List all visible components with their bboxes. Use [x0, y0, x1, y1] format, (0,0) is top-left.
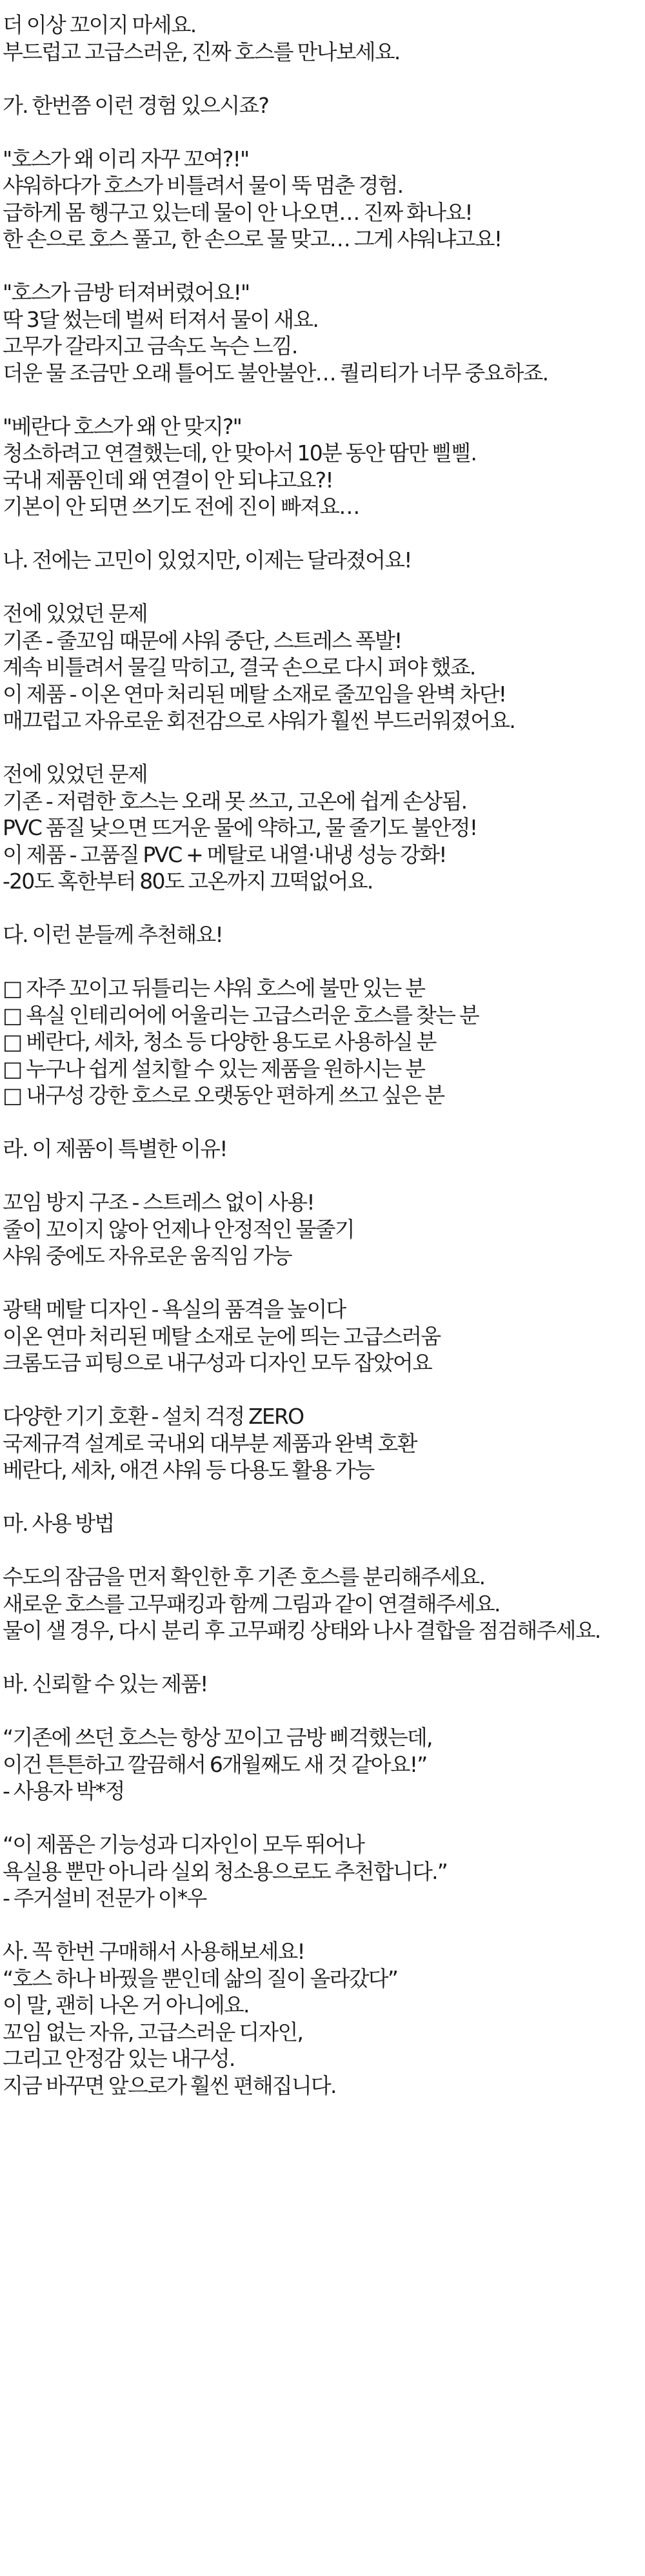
text-line: 새로운 호스를 고무패킹과 함께 그림과 같이 연결해주세요.: [3, 1591, 500, 1617]
text-line: - 주거설비 전문가 이*우: [3, 1885, 206, 1911]
text-line: "호스가 왜 이리 자꾸 꼬여?!": [3, 146, 249, 172]
text-line: 욕실용 뿐만 아니라 실외 청소용으로도 추천합니다.”: [3, 1858, 448, 1884]
blank-line: [3, 1270, 641, 1297]
text-line: 이 제품 - 이온 연마 처리된 메탈 소재로 줄꼬임을 완벽 차단!: [3, 681, 506, 707]
blank-line: [3, 734, 641, 762]
text-line: 사. 꼭 한번 구매해서 사용해보세요!: [3, 1939, 304, 1964]
text-line: PVC 품질 낮으면 뜨거운 물에 약하고, 물 줄기도 불안정!: [3, 815, 477, 840]
text-line: □ 욕실 인테리어에 어울리는 고급스러운 호스를 찾는 분: [3, 1002, 479, 1028]
text-line: 고무가 갈라지고 금속도 녹슨 느낌.: [3, 333, 297, 359]
text-line: 다. 이런 분들께 추천해요!: [3, 922, 223, 947]
blank-line: [3, 1109, 641, 1136]
text-line: 부드럽고 고급스러운, 진짜 호스를 만나보세요.: [3, 39, 400, 64]
text-line: 꼬임 방지 구조 - 스트레스 없이 사용!: [3, 1190, 314, 1215]
blank-line: [3, 1537, 641, 1564]
text-line: 바. 신뢰할 수 있는 제품!: [3, 1671, 208, 1696]
blank-line: [3, 65, 641, 92]
blank-line: [3, 386, 641, 413]
text-line: -20도 혹한부터 80도 고온까지 끄떡없어요.: [3, 869, 373, 894]
text-line: 베란다, 세차, 애견 샤워 등 다용도 활용 가능: [3, 1457, 374, 1482]
text-line: 매끄럽고 자유로운 회전감으로 샤워가 훨씬 부드러워졌어요.: [3, 708, 515, 733]
text-line: 청소하려고 연결했는데, 안 맞아서 10분 동안 땀만 삘삘.: [3, 440, 477, 466]
text-line: 크롬도금 피팅으로 내구성과 디자인 모두 잡았어요: [3, 1350, 432, 1375]
text-line: 이건 튼튼하고 깔끔해서 6개월째도 새 것 같아요!”: [3, 1751, 427, 1777]
text-line: 기존 - 줄꼬임 때문에 샤워 중단, 스트레스 폭발!: [3, 627, 402, 653]
text-line: 전에 있었던 문제: [3, 762, 147, 787]
blank-line: [3, 949, 641, 976]
text-line: 더 이상 꼬이지 마세요.: [3, 12, 196, 37]
text-line: 급하게 몸 헹구고 있는데 물이 안 나오면… 진짜 화나요!: [3, 199, 472, 225]
text-line: □ 자주 꼬이고 뒤틀리는 샤워 호스에 불만 있는 분: [3, 976, 425, 1001]
text-line: 이온 연마 처리된 메탈 소재로 눈에 띄는 고급스러움: [3, 1323, 441, 1349]
text-line: "베란다 호스가 왜 안 맞지?": [3, 413, 242, 439]
blank-line: [3, 1805, 641, 1832]
text-line: 전에 있었던 문제: [3, 601, 147, 626]
text-line: 샤워 중에도 자유로운 움직임 가능: [3, 1243, 292, 1268]
text-line: □ 베란다, 세차, 청소 등 다양한 용도로 사용하실 분: [3, 1029, 436, 1054]
blank-line: [3, 574, 641, 601]
text-line: 광택 메탈 디자인 - 욕실의 품격을 높이다: [3, 1297, 346, 1322]
text-line: “기존에 쓰던 호스는 항상 꼬이고 금방 삐걱했는데,: [3, 1725, 432, 1750]
blank-line: [3, 520, 641, 547]
blank-line: [3, 1377, 641, 1404]
text-line: 라. 이 제품이 특별한 이유!: [3, 1136, 227, 1161]
text-line: □ 누구나 쉽게 설치할 수 있는 제품을 원하시는 분: [3, 1056, 425, 1081]
text-line: 국내 제품인데 왜 연결이 안 되냐고요?!: [3, 467, 333, 493]
blank-line: [3, 1644, 641, 1671]
blank-line: [3, 1163, 641, 1190]
text-line: 계속 비틀려서 물길 막히고, 결국 손으로 다시 펴야 했죠.: [3, 654, 475, 680]
text-line: 줄이 꼬이지 않아 언제나 안정적인 물줄기: [3, 1216, 354, 1242]
text-line: 기본이 안 되면 쓰기도 전에 진이 빠져요…: [3, 494, 359, 519]
text-line: “호스 하나 바꿨을 뿐인데 삶의 질이 올라갔다”: [3, 1965, 398, 1991]
text-line: 이 제품 - 고품질 PVC + 메탈로 내열·내냉 성능 강화!: [3, 841, 446, 867]
text-line: - 사용자 박*정: [3, 1778, 124, 1804]
blank-line: [3, 1484, 641, 1511]
product-description-document: [3, 12, 641, 2099]
text-line: 마. 사용 방법: [3, 1511, 114, 1536]
text-line: □ 내구성 강한 호스로 오랫동안 편하게 쓰고 싶은 분: [3, 1083, 444, 1108]
text-line: 그리고 안정감 있는 내구성.: [3, 2046, 235, 2071]
text-line: 샤워하다가 호스가 비틀려서 물이 뚝 멈춘 경험.: [3, 173, 403, 198]
text-line: 지금 바꾸면 앞으로가 훨씬 편해집니다.: [3, 2072, 336, 2098]
text-line: 이 말, 괜히 나온 거 아니에요.: [3, 1992, 249, 2018]
text-line: “이 제품은 기능성과 디자인이 모두 뛰어나: [3, 1832, 364, 1857]
blank-line: [3, 119, 641, 146]
text-line: 국제규격 설계로 국내외 대부분 제품과 완벽 호환: [3, 1430, 417, 1456]
text-line: "호스가 금방 터져버렸어요!": [3, 280, 250, 305]
text-line: 가. 한번쯤 이런 경험 있으시죠?: [3, 92, 269, 118]
text-line: 나. 전에는 고민이 있었지만, 이제는 달라졌어요!: [3, 547, 412, 573]
text-line: 물이 샐 경우, 다시 분리 후 고무패킹 상태와 나사 결합을 점검해주세요.: [3, 1618, 600, 1643]
text-line: 더운 물 조금만 오래 틀어도 불안불안… 퀄리티가 너무 중요하죠.: [3, 360, 548, 386]
blank-line: [3, 1698, 641, 1725]
blank-line: [3, 895, 641, 922]
blank-line: [3, 1912, 641, 1939]
blank-line: [3, 253, 641, 280]
text-line: 기존 - 저렴한 호스는 오래 못 쓰고, 고온에 쉽게 손상됨.: [3, 788, 467, 814]
text-line: 꼬임 없는 자유, 고급스러운 디자인,: [3, 2019, 303, 2045]
text-line: 딱 3달 썼는데 벌써 터져서 물이 새요.: [3, 306, 319, 332]
text-line: 한 손으로 호스 풀고, 한 손으로 물 맞고… 그게 샤워냐고요!: [3, 226, 502, 251]
text-line: 수도의 잠금을 먼저 확인한 후 기존 호스를 분리해주세요.: [3, 1564, 485, 1589]
text-line: 다양한 기기 호환 - 설치 걱정 ZERO: [3, 1404, 304, 1429]
